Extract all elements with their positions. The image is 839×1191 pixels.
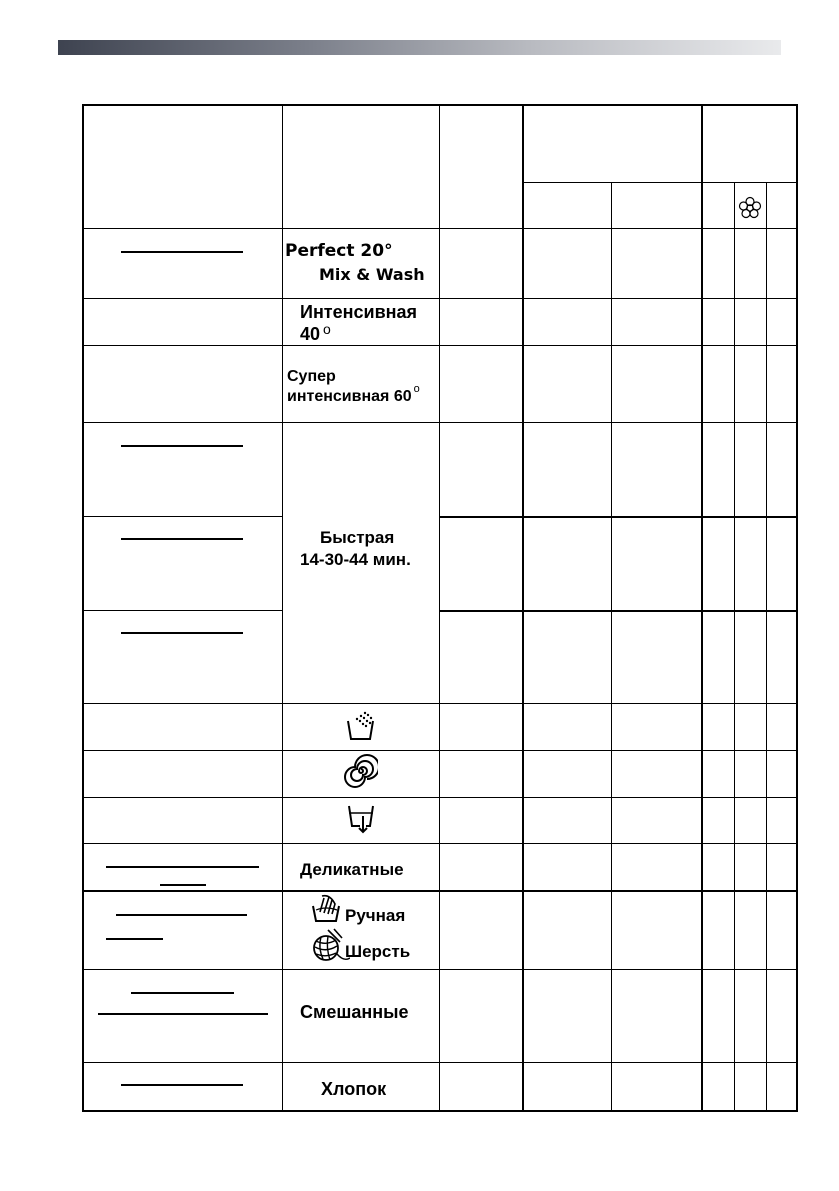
program-wool: Шерсть (345, 942, 411, 961)
rinse-icon (344, 709, 378, 743)
wool-yarn-icon (306, 926, 350, 966)
header-bar (58, 40, 781, 55)
program-mixed: Смешанные (300, 1002, 409, 1022)
program-perfect-line2: Mix & Wash (319, 265, 425, 284)
redaction-line (98, 1013, 268, 1015)
spin-icon (344, 754, 378, 788)
program-super-line1: Супер (287, 368, 336, 385)
program-fast-line1: Быстрая (320, 528, 395, 547)
program-perfect-line1: Perfect 20° (285, 241, 393, 261)
redaction-line (116, 914, 247, 916)
redaction-line (121, 251, 243, 253)
program-delicate: Деликатные (300, 860, 404, 879)
program-cotton: Хлопок (321, 1079, 387, 1099)
redaction-line (121, 445, 243, 447)
redaction-line (160, 884, 206, 886)
flower-icon (737, 196, 763, 220)
redaction-line (121, 1084, 243, 1086)
redaction-line (106, 866, 259, 868)
redaction-line (106, 938, 163, 940)
program-super-line2: интенсивная 60 $^o$ (287, 383, 420, 405)
redaction-line (131, 992, 234, 994)
redaction-line (121, 538, 243, 540)
program-fast-line2: 14-30-44 мин. (300, 550, 411, 569)
handwash-icon (310, 892, 344, 924)
program-intensive-line2: 40 $^o$ (300, 321, 331, 344)
drain-icon (345, 802, 379, 836)
redaction-line (121, 632, 243, 634)
program-intensive-line1: Интенсивная (300, 302, 418, 322)
program-handwash: Ручная (345, 906, 406, 925)
